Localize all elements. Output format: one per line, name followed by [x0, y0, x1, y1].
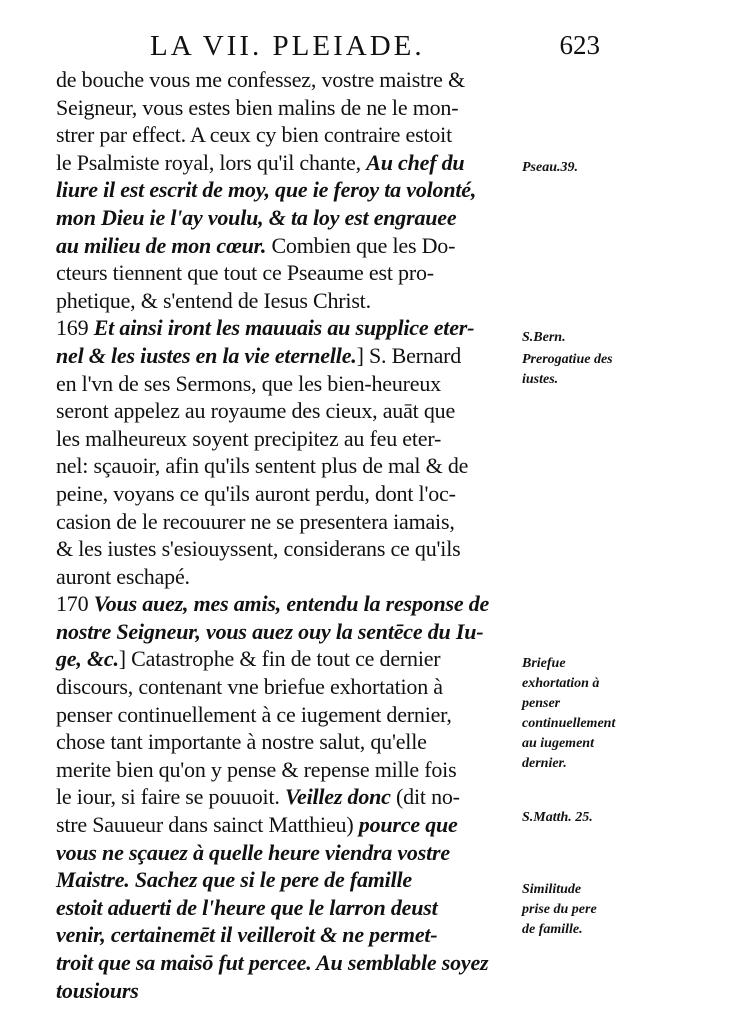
- text-line: [56, 590, 518, 618]
- italic-text: mon Dieu ie l'ay voulu, & ta loy est engrauee: [56, 204, 457, 230]
- text-line: [56, 535, 518, 563]
- text-line: [56, 480, 518, 508]
- roman-text: discours, contenant vne briefue exhortation à: [56, 674, 443, 700]
- body-text: [56, 66, 518, 1004]
- text-line: [56, 645, 518, 673]
- text-line: [56, 259, 518, 287]
- margin-note-text: Briefue exhortation à penser continuellement au iugement dernier.: [522, 656, 616, 771]
- margin-note-pseaume: [522, 158, 578, 178]
- italic-text: pource que: [358, 812, 458, 838]
- text-line: [56, 728, 518, 756]
- roman-text: seront appelez au royaume des cieux, auāt que: [56, 398, 456, 424]
- margin-note-similitude: [522, 880, 612, 940]
- roman-text: Combien que les Do-: [266, 232, 456, 258]
- roman-text: 169: [56, 315, 94, 341]
- italic-text: nostre Seigneur, vous auez ouy la sentēce du Iu-: [56, 618, 484, 644]
- italic-text: Maistre. Sachez que si le pere de famille: [56, 867, 412, 893]
- roman-text: merite bien qu'on y pense & repense mille fois: [56, 756, 457, 782]
- text-line: [56, 370, 518, 398]
- margin-note-text: S.Matth. 25.: [522, 810, 593, 825]
- italic-text: ge, &c.: [56, 646, 119, 672]
- text-line: [56, 701, 518, 729]
- italic-text: Au chef du: [366, 149, 465, 175]
- roman-text: chose tant importante à nostre salut, qu'elle: [56, 729, 427, 755]
- roman-text: le Psalmiste royal, lors qu'il chante,: [56, 149, 367, 175]
- margin-note-matthieu: [522, 808, 612, 828]
- text-line: [56, 149, 518, 177]
- margin-note-text: Pseau.39.: [522, 160, 578, 175]
- text-line: [56, 618, 518, 646]
- text-line: [56, 397, 518, 425]
- text-line: [56, 232, 518, 260]
- roman-text: Seigneur, vous estes bien malins de ne le mon-: [56, 94, 459, 120]
- roman-text: auront eschapé.: [56, 563, 190, 589]
- text-line: [56, 204, 518, 232]
- italic-text: nel & les iustes en la vie eternelle.: [56, 342, 357, 368]
- page-number: 623: [559, 30, 600, 60]
- roman-text: le iour, si faire se pouuoit.: [56, 784, 285, 810]
- text-line: [56, 287, 518, 315]
- running-title: LA VII. PLEIADE.: [150, 30, 425, 62]
- roman-text: de bouche vous me confessez, vostre maistre &: [56, 67, 465, 92]
- text-line: [56, 342, 518, 370]
- margin-note-text: Similitude prise du pere de famille.: [522, 882, 597, 937]
- margin-note-prerogatiue: [522, 350, 614, 390]
- italic-text: liure il est escrit de moy, que ie feroy ta volonté,: [56, 177, 477, 203]
- roman-text: 170: [56, 591, 94, 617]
- roman-text: penser continuellement à ce iugement dernier,: [56, 701, 452, 727]
- text-line: [56, 921, 518, 949]
- text-line: [56, 94, 518, 122]
- text-line: [56, 66, 518, 94]
- italic-text: troit que sa maisō fut percee. Au semblable soyez: [56, 950, 489, 975]
- roman-text: les malheureux soyent precipitez au feu eter-: [56, 425, 442, 451]
- roman-text: nel: sçauoir, afin qu'ils sentent plus de mal & de: [56, 453, 469, 479]
- margin-notes: [522, 0, 732, 1024]
- text-line: [56, 949, 518, 977]
- roman-text: ] Catastrophe & fin de tout ce dernier: [118, 646, 441, 672]
- text-line: [56, 673, 518, 701]
- italic-text: Veillez donc: [284, 784, 391, 810]
- roman-text: strer par effect. A ceux cy bien contraire estoit: [56, 122, 453, 148]
- italic-text: Et ainsi iront les mauuais au supplice eter-: [93, 315, 475, 341]
- italic-text: estoit aduerti de l'heure que le larron deust: [56, 894, 438, 920]
- italic-text: tousiours: [56, 977, 139, 1003]
- roman-text: cteurs tiennent que tout ce Pseaume est pro-: [56, 260, 434, 286]
- text-line: [56, 563, 518, 591]
- roman-text: ] S. Bernard: [356, 342, 462, 368]
- margin-note-exhortation: [522, 654, 616, 774]
- roman-text: (dit no-: [390, 784, 460, 810]
- margin-note-bernard: [522, 328, 566, 348]
- roman-text: phetique, & s'entend de Iesus Christ.: [56, 287, 371, 313]
- italic-text: vous ne sçauez à quelle heure viendra vostre: [56, 839, 450, 865]
- margin-note-text: Prerogatiue des iustes.: [522, 352, 613, 387]
- roman-text: en l'vn de ses Sermons, que les bien-heureux: [56, 370, 441, 396]
- text-line: [56, 811, 518, 839]
- roman-text: & les iustes s'esiouyssent, considerans ce qu'ils: [56, 536, 461, 562]
- text-line: [56, 839, 518, 867]
- text-line: [56, 894, 518, 922]
- text-line: [56, 452, 518, 480]
- text-line: [56, 866, 518, 894]
- roman-text: stre Sauueur dans sainct Matthieu): [56, 812, 359, 838]
- text-line: [56, 756, 518, 784]
- italic-text: au milieu de mon cœur.: [56, 232, 267, 258]
- text-line: [56, 977, 518, 1005]
- text-line: [56, 121, 518, 149]
- text-line: [56, 314, 518, 342]
- italic-text: venir, certainemēt il veilleroit & ne permet-: [56, 922, 438, 948]
- italic-text: Vous auez, mes amis, entendu la response de: [93, 591, 490, 617]
- text-line: [56, 783, 518, 811]
- text-line: [56, 425, 518, 453]
- roman-text: peine, voyans ce qu'ils auront perdu, dont l'oc-: [56, 480, 456, 506]
- margin-note-text: S.Bern.: [522, 330, 566, 345]
- text-line: [56, 508, 518, 536]
- text-line: [56, 176, 518, 204]
- roman-text: casion de le recouurer ne se presentera iamais,: [56, 508, 455, 534]
